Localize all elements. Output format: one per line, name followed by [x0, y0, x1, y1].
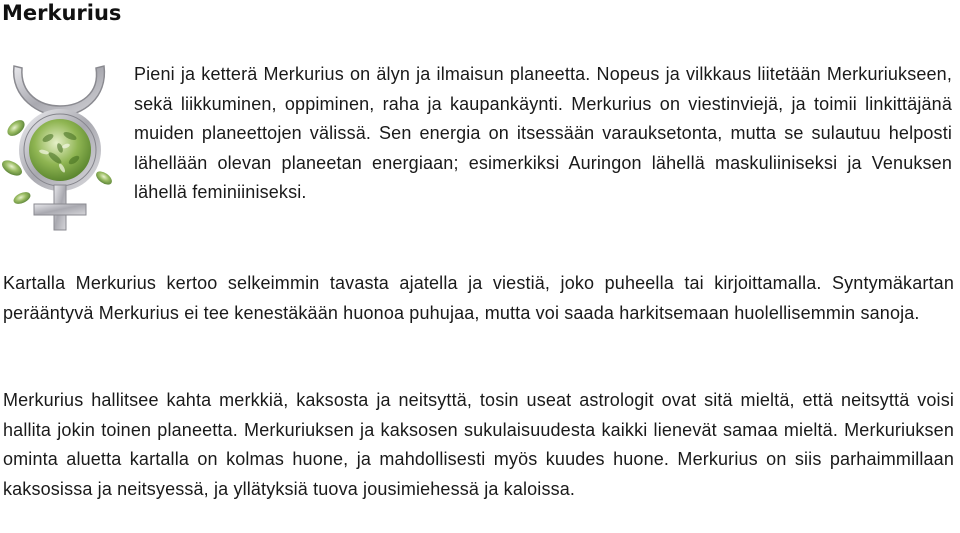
mercury-symbol-icon	[0, 58, 120, 234]
intro-paragraph: Pieni ja ketterä Merkurius on älyn ja ilmaisun planeetta. Nopeus ja vilkkaus liitetään Merkuriukseen, sekä liikkuminen, oppiminen, raha ja kaupankäynti. Merkurius on viestinviejä, ja toimii linkittäjänä muiden planeettojen välissä. Sen energia on itsessään varauksetonta, mutta se sulautuu helposti lähellään olevan planeetan energiaan; esimerkiksi Auringon lähellä maskuliiniseksi ja Venuksen lähellä feminiiniseksi.	[134, 64, 952, 202]
paragraph-chart-meaning: Kartalla Merkurius kertoo selkeimmin tavasta ajatella ja viestiä, joko puheella tai kirjoittamalla. Syntymäkartan perääntyvä Merkurius ei tee kenestäkään huonoa puhujaa, mutta voi saada harkitsemaan huolellisemmin sanoja.	[3, 273, 954, 323]
page-title: Merkurius	[2, 1, 122, 25]
paragraph-rulership: Merkurius hallitsee kahta merkkiä, kaksosta ja neitsyttä, tosin useat astrologit ovat sitä mieltä, että neitsyttä voisi hallita jokin toinen planeetta. Merkuriuksen ja kaksosen sukulaisuudesta kaikki lienevät samaa mieltä. Merkuriuksen ominta aluetta kartalla on kolmas huone, ja mahdollisesti myös kuudes huone. Merkurius on siis parhaimmillaan kaksosissa ja neitsyessä, ja yllätyksiä tuova jousimiehessä ja kaloissa.	[3, 390, 954, 499]
